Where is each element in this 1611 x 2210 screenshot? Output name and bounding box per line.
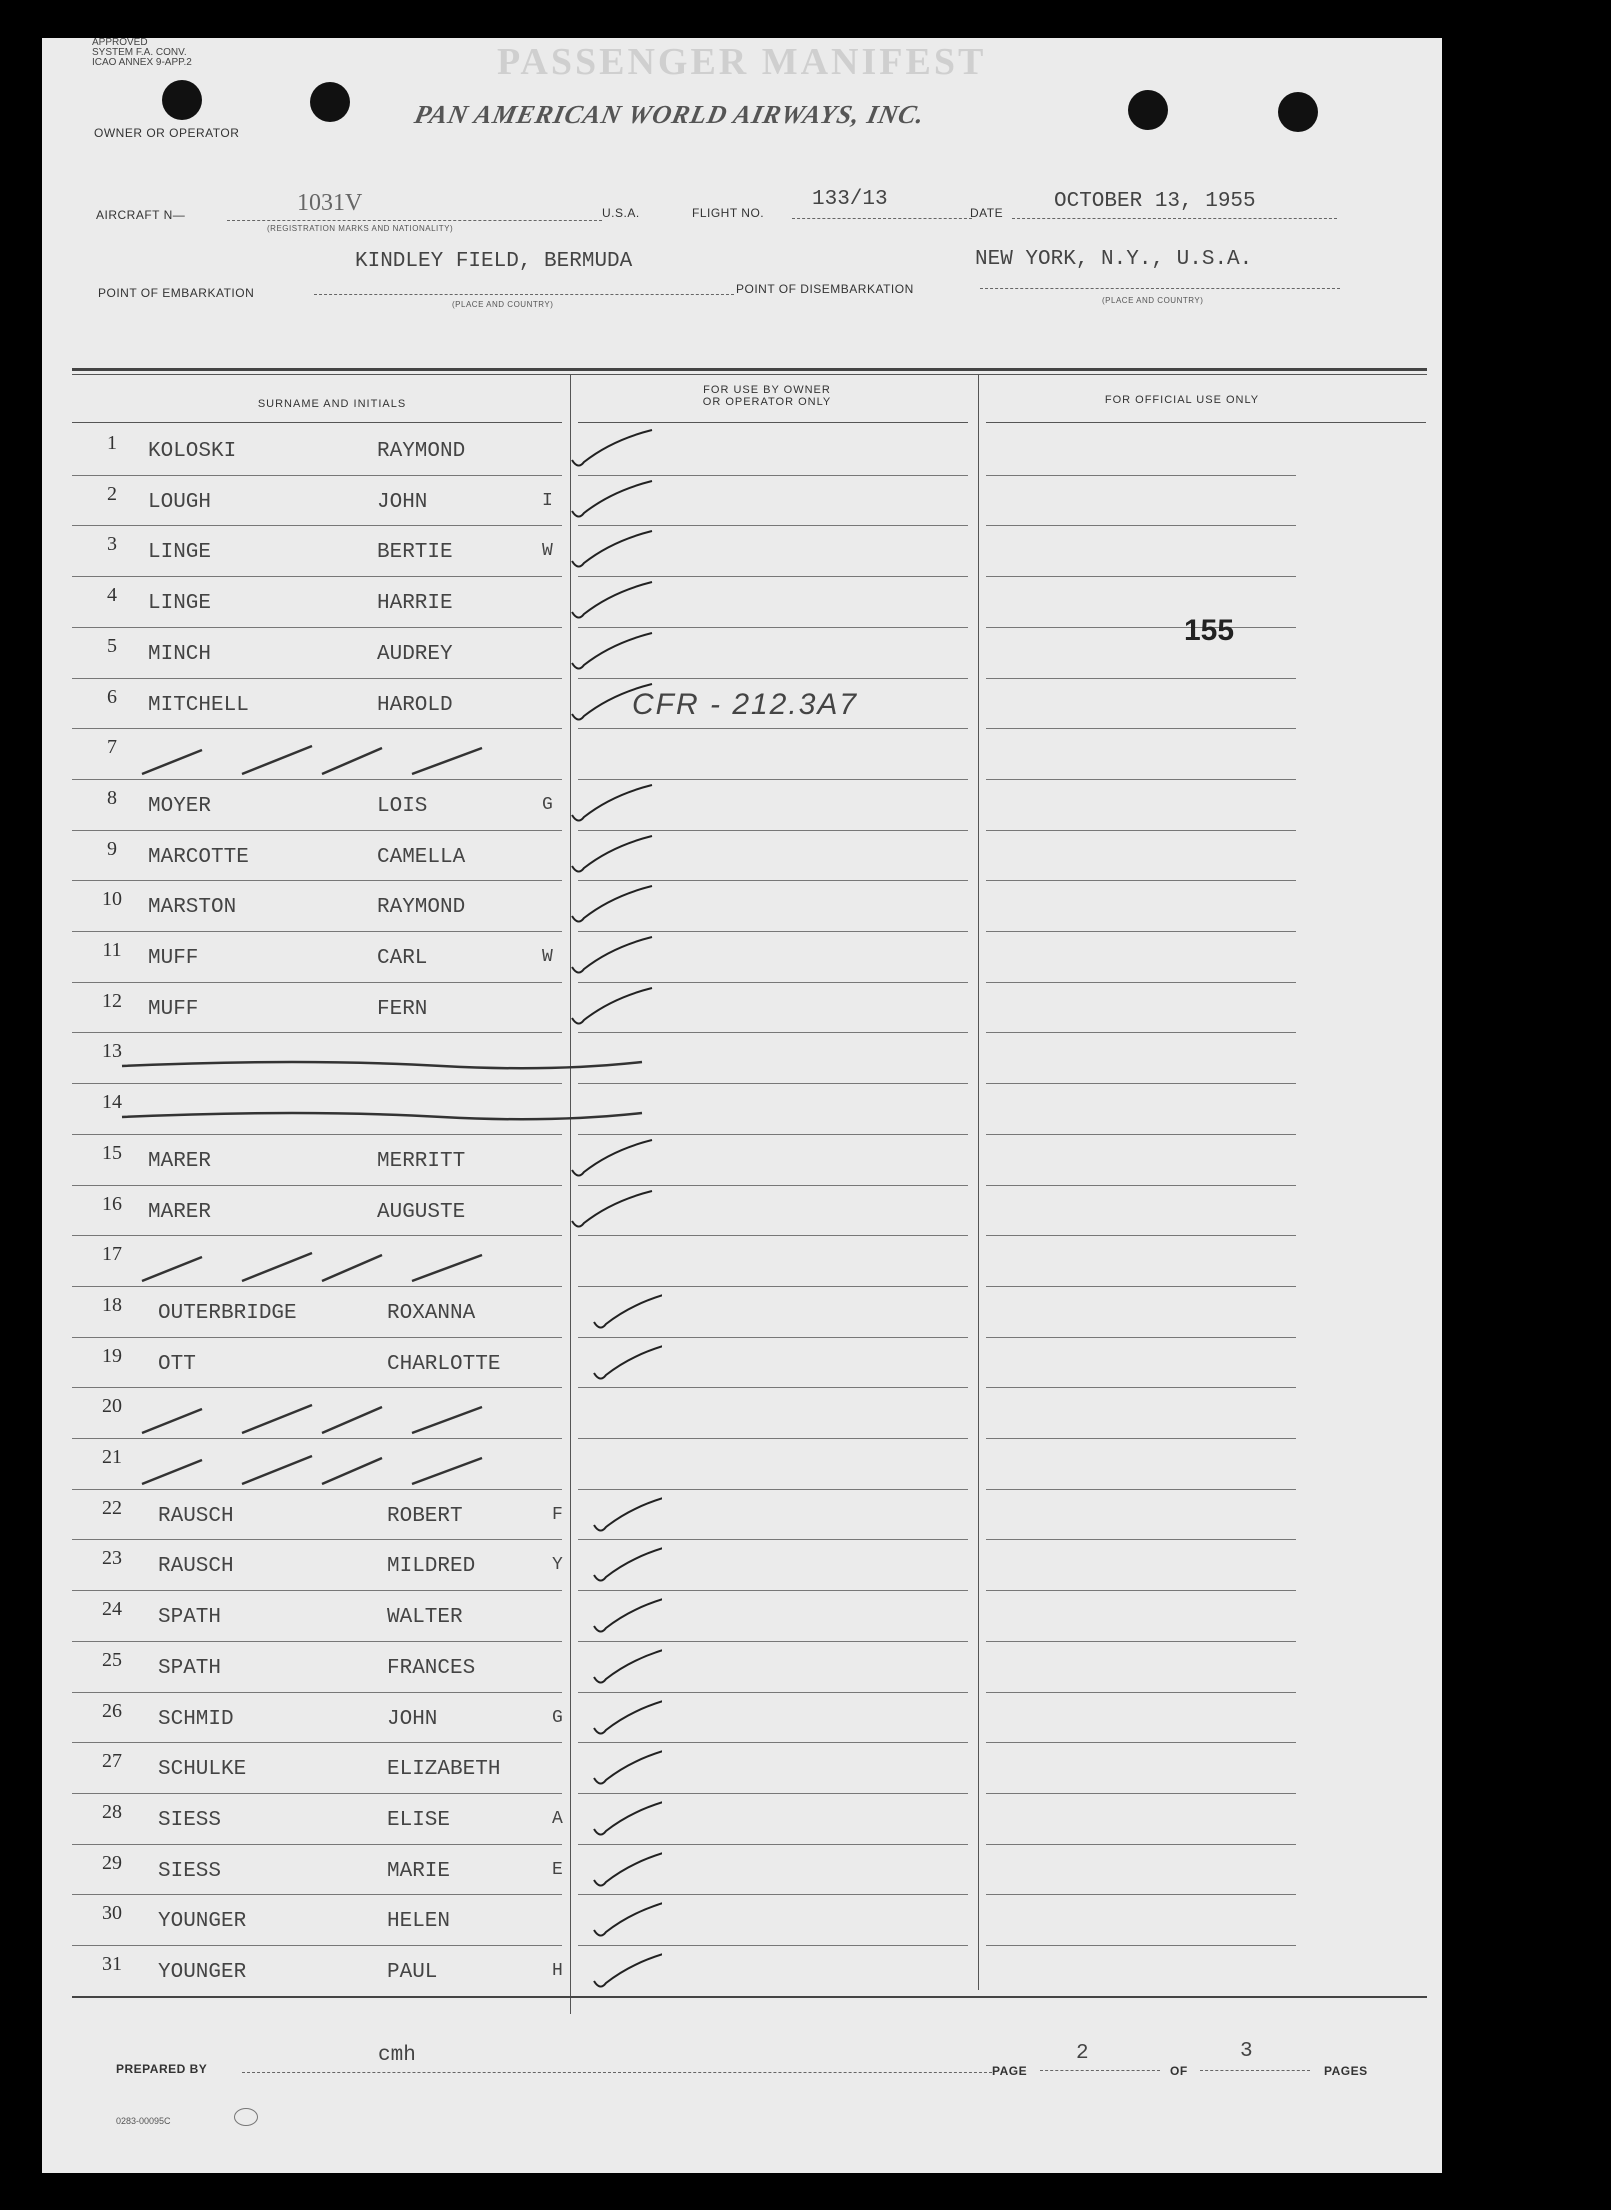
passenger-surname: SIESS	[158, 1808, 222, 1832]
row-rule	[986, 1590, 1296, 1591]
row-rule	[986, 1894, 1296, 1895]
disembark-value: NEW YORK, N.Y., U.S.A.	[975, 248, 1253, 271]
check-mark-icon	[102, 935, 662, 985]
check-mark-icon	[102, 1696, 662, 1746]
passenger-surname: OUTERBRIDGE	[158, 1301, 297, 1325]
passenger-given-name: FRANCES	[387, 1656, 476, 1680]
passenger-initial: G	[552, 1707, 563, 1728]
row-rule	[986, 1185, 1296, 1186]
flight-line	[792, 218, 972, 219]
row-number: 2	[107, 482, 117, 505]
passenger-given-name: WALTER	[387, 1606, 463, 1630]
row-number: 22	[102, 1496, 122, 1519]
passenger-surname: SCHMID	[158, 1707, 234, 1731]
row-number: 23	[102, 1547, 122, 1570]
passenger-surname: LINGE	[148, 541, 212, 565]
aircraft-value: 1031V	[297, 190, 363, 216]
check-mark-icon	[102, 1341, 662, 1391]
prepared-value: cmh	[378, 2044, 416, 2067]
owner-note: CFR - 212.3A7	[632, 688, 859, 721]
strike-out-mark	[102, 1087, 662, 1137]
row-number: 31	[102, 1953, 122, 1975]
row-number: 1	[107, 432, 117, 454]
passenger-surname: MOYER	[148, 794, 212, 818]
passenger-given-name: ELISE	[387, 1808, 451, 1832]
check-mark-icon	[102, 1543, 662, 1593]
row-number: 6	[107, 685, 117, 708]
passenger-surname: RAUSCH	[158, 1504, 234, 1528]
passenger-given-name: AUGUSTE	[377, 1200, 466, 1224]
passenger-surname: SPATH	[158, 1606, 222, 1630]
passenger-given-name: PAUL	[387, 1961, 438, 1984]
row-number: 10	[102, 888, 122, 911]
row-rule	[986, 1134, 1296, 1135]
passenger-surname: MINCH	[148, 642, 212, 666]
row-rule	[986, 525, 1296, 526]
approval-stamp: APPROVED SYSTEM F.A. CONV. ICAO ANNEX 9-APP.2	[92, 37, 192, 68]
check-mark-icon	[102, 1797, 662, 1847]
row-number: 4	[107, 584, 117, 607]
col-surname-header: SURNAME AND INITIALS	[257, 398, 407, 410]
passenger-surname: YOUNGER	[158, 1910, 247, 1934]
row-rule	[986, 475, 1296, 476]
row-rule	[986, 1032, 1296, 1033]
flight-label: FLIGHT NO.	[692, 206, 765, 220]
check-mark-icon	[102, 1594, 662, 1644]
passenger-given-name: HARRIE	[377, 592, 453, 616]
passenger-surname: MITCHELL	[148, 693, 249, 717]
passenger-given-name: BERTIE	[377, 541, 453, 565]
passenger-given-name: ROXANNA	[387, 1301, 476, 1325]
row-rule	[986, 880, 1296, 881]
row-rule	[986, 1489, 1296, 1490]
page-value: 2	[1076, 2042, 1089, 2065]
passenger-surname: SIESS	[158, 1859, 222, 1883]
row-number: 16	[102, 1192, 122, 1215]
check-mark-icon	[102, 1138, 662, 1188]
passenger-initial: W	[542, 541, 553, 562]
row-number: 29	[102, 1851, 122, 1874]
passenger-given-name: RAYMOND	[377, 896, 466, 920]
row-number: 5	[107, 634, 117, 657]
check-mark-icon	[102, 428, 662, 478]
row-rule	[986, 576, 1296, 577]
row-number: 24	[102, 1598, 122, 1621]
check-mark-icon	[102, 479, 662, 529]
disembark-line	[980, 288, 1340, 289]
check-mark-icon	[102, 884, 662, 934]
date-line	[1012, 218, 1337, 219]
row-number: 26	[102, 1699, 122, 1722]
passenger-given-name: ELIZABETH	[387, 1758, 501, 1782]
row-rule	[986, 779, 1296, 780]
passenger-initial: I	[542, 490, 553, 511]
row-number: 30	[102, 1902, 122, 1925]
passenger-surname: MARSTON	[148, 896, 237, 920]
row-number: 19	[102, 1344, 122, 1367]
embark-caption: (PLACE AND COUNTRY)	[452, 300, 554, 309]
header-rule	[72, 422, 562, 423]
passenger-surname: RAUSCH	[158, 1555, 234, 1579]
passenger-given-name: ROBERT	[387, 1504, 463, 1528]
passenger-given-name: CAMELLA	[377, 845, 466, 869]
strike-out-mark	[102, 1391, 662, 1441]
passenger-given-name: MERRITT	[377, 1149, 466, 1173]
row-rule	[986, 1945, 1296, 1946]
passenger-given-name: LOIS	[377, 794, 428, 818]
passenger-surname: OTT	[158, 1352, 196, 1376]
check-mark-icon	[102, 1290, 662, 1340]
row-rule	[986, 1742, 1296, 1743]
check-mark-icon	[102, 834, 662, 884]
column-divider	[978, 374, 979, 1990]
strike-out-mark	[102, 732, 662, 782]
check-mark-icon	[102, 631, 662, 681]
header-rule	[578, 422, 968, 423]
passenger-surname: LINGE	[148, 592, 212, 616]
check-mark-icon	[102, 1493, 662, 1543]
check-mark-icon	[102, 682, 662, 732]
row-number: 27	[102, 1750, 122, 1773]
check-mark-icon	[102, 1189, 662, 1239]
row-rule	[986, 1844, 1296, 1845]
row-rule	[986, 1438, 1296, 1439]
row-number: 9	[107, 837, 117, 860]
row-number: 14	[102, 1091, 122, 1114]
row-number: 15	[102, 1141, 122, 1164]
flight-value: 133/13	[812, 188, 888, 211]
embark-line	[314, 294, 734, 295]
passenger-initial: Y	[552, 1555, 563, 1576]
passenger-initial: E	[552, 1859, 563, 1880]
form-title: PASSENGER MANIFEST	[497, 41, 987, 83]
check-mark-icon	[102, 1848, 662, 1898]
row-rule	[986, 678, 1296, 679]
punch-hole	[162, 80, 202, 120]
disembark-caption: (PLACE AND COUNTRY)	[1102, 296, 1204, 305]
row-rule	[986, 1235, 1296, 1236]
row-rule	[986, 1641, 1296, 1642]
row-rule	[986, 1539, 1296, 1540]
aircraft-line	[227, 220, 602, 221]
row-rule	[986, 1692, 1296, 1693]
passenger-given-name: JOHN	[377, 490, 428, 514]
row-number: 17	[102, 1243, 122, 1266]
passenger-surname: MUFF	[148, 947, 199, 970]
row-rule	[986, 728, 1296, 729]
date-value: OCTOBER 13, 1955	[1054, 190, 1256, 213]
embark-value: KINDLEY FIELD, BERMUDA	[355, 250, 633, 273]
row-rule	[986, 1337, 1296, 1338]
col-owner-header: FOR USE BY OWNER OR OPERATOR ONLY	[702, 384, 832, 408]
of-label: OF	[1170, 2064, 1188, 2078]
row-number: 13	[102, 1040, 122, 1063]
row-number: 3	[107, 533, 117, 556]
strike-out-mark	[102, 1036, 662, 1086]
check-mark-icon	[102, 1898, 662, 1948]
passenger-given-name: HELEN	[387, 1910, 451, 1934]
punch-hole	[310, 82, 350, 122]
row-number: 7	[107, 736, 117, 759]
embark-label: POINT OF EMBARKATION	[98, 286, 255, 300]
row-number: 28	[102, 1800, 122, 1823]
punch-hole	[1278, 92, 1318, 132]
passenger-given-name: MARIE	[387, 1859, 451, 1883]
passenger-given-name: JOHN	[387, 1707, 438, 1731]
passenger-surname: SPATH	[158, 1656, 222, 1680]
passenger-given-name: AUDREY	[377, 642, 453, 666]
passenger-given-name: RAYMOND	[377, 440, 466, 463]
passenger-initial: H	[552, 1961, 563, 1981]
row-number: 21	[102, 1446, 122, 1468]
row-rule	[986, 1793, 1296, 1794]
row-rule	[986, 1286, 1296, 1287]
passenger-surname: MARER	[148, 1149, 212, 1173]
passenger-surname: LOUGH	[148, 490, 212, 514]
table-top-rule	[72, 374, 1427, 375]
row-rule	[986, 931, 1296, 932]
official-number: 155	[1184, 614, 1235, 647]
form-code: 0283-00095C	[116, 2116, 171, 2126]
date-label: DATE	[970, 206, 1004, 220]
operator-name: PAN AMERICAN WORLD AIRWAYS, INC.	[412, 100, 928, 129]
prepared-label: PREPARED BY	[116, 2062, 208, 2076]
prepared-line	[242, 2072, 992, 2073]
table-bottom-rule	[72, 1996, 1427, 1998]
strike-out-mark	[102, 1442, 662, 1492]
of-line	[1200, 2070, 1310, 2071]
owner-label: OWNER OR OPERATOR	[94, 126, 240, 140]
punch-hole	[1128, 90, 1168, 130]
passenger-surname: MARCOTTE	[148, 845, 249, 869]
aircraft-label: AIRCRAFT N—	[96, 208, 186, 222]
passenger-surname: MARER	[148, 1200, 212, 1224]
col-official-header: FOR OFFICIAL USE ONLY	[1104, 394, 1260, 406]
page-label: PAGE	[992, 2064, 1028, 2078]
registration-caption: (REGISTRATION MARKS AND NATIONALITY)	[267, 224, 454, 233]
passenger-given-name: MILDRED	[387, 1555, 476, 1579]
table-top-rule	[72, 368, 1427, 371]
passenger-given-name: CHARLOTTE	[387, 1352, 501, 1376]
passenger-surname: YOUNGER	[158, 1961, 247, 1984]
check-mark-icon	[102, 986, 662, 1036]
pages-label: PAGES	[1324, 2064, 1368, 2078]
check-mark-icon	[102, 529, 662, 579]
row-rule	[986, 830, 1296, 831]
passenger-surname: SCHULKE	[158, 1758, 247, 1782]
manifest-sheet	[42, 38, 1442, 2173]
passenger-given-name: HAROLD	[377, 693, 453, 717]
passenger-initial: G	[542, 794, 553, 815]
passenger-surname: KOLOSKI	[148, 440, 237, 463]
row-rule	[986, 1387, 1296, 1388]
row-number: 11	[102, 939, 122, 961]
passenger-initial: F	[552, 1504, 563, 1525]
row-rule	[986, 1083, 1296, 1084]
row-number: 8	[107, 786, 117, 809]
of-value: 3	[1240, 2040, 1253, 2063]
strike-out-mark	[102, 1239, 662, 1289]
usa-label: U.S.A.	[602, 206, 640, 220]
row-rule	[986, 982, 1296, 983]
row-number: 20	[102, 1395, 122, 1418]
check-mark-icon	[102, 580, 662, 630]
page-line	[1040, 2070, 1160, 2071]
header-rule	[986, 422, 1426, 423]
passenger-surname: MUFF	[148, 997, 199, 1021]
passenger-initial: A	[552, 1808, 563, 1829]
row-number: 12	[102, 989, 122, 1012]
check-mark-icon	[102, 1949, 662, 1999]
row-rule	[986, 627, 1296, 628]
passenger-initial: W	[542, 947, 553, 967]
disembark-label: POINT OF DISEMBARKATION	[736, 282, 914, 296]
row-number: 18	[102, 1293, 122, 1316]
check-mark-icon	[102, 783, 662, 833]
passenger-given-name: FERN	[377, 997, 428, 1021]
check-mark-icon	[102, 1746, 662, 1796]
printer-mark-icon	[234, 2108, 258, 2126]
row-number: 25	[102, 1648, 122, 1671]
passenger-given-name: CARL	[377, 947, 428, 970]
check-mark-icon	[102, 1645, 662, 1695]
